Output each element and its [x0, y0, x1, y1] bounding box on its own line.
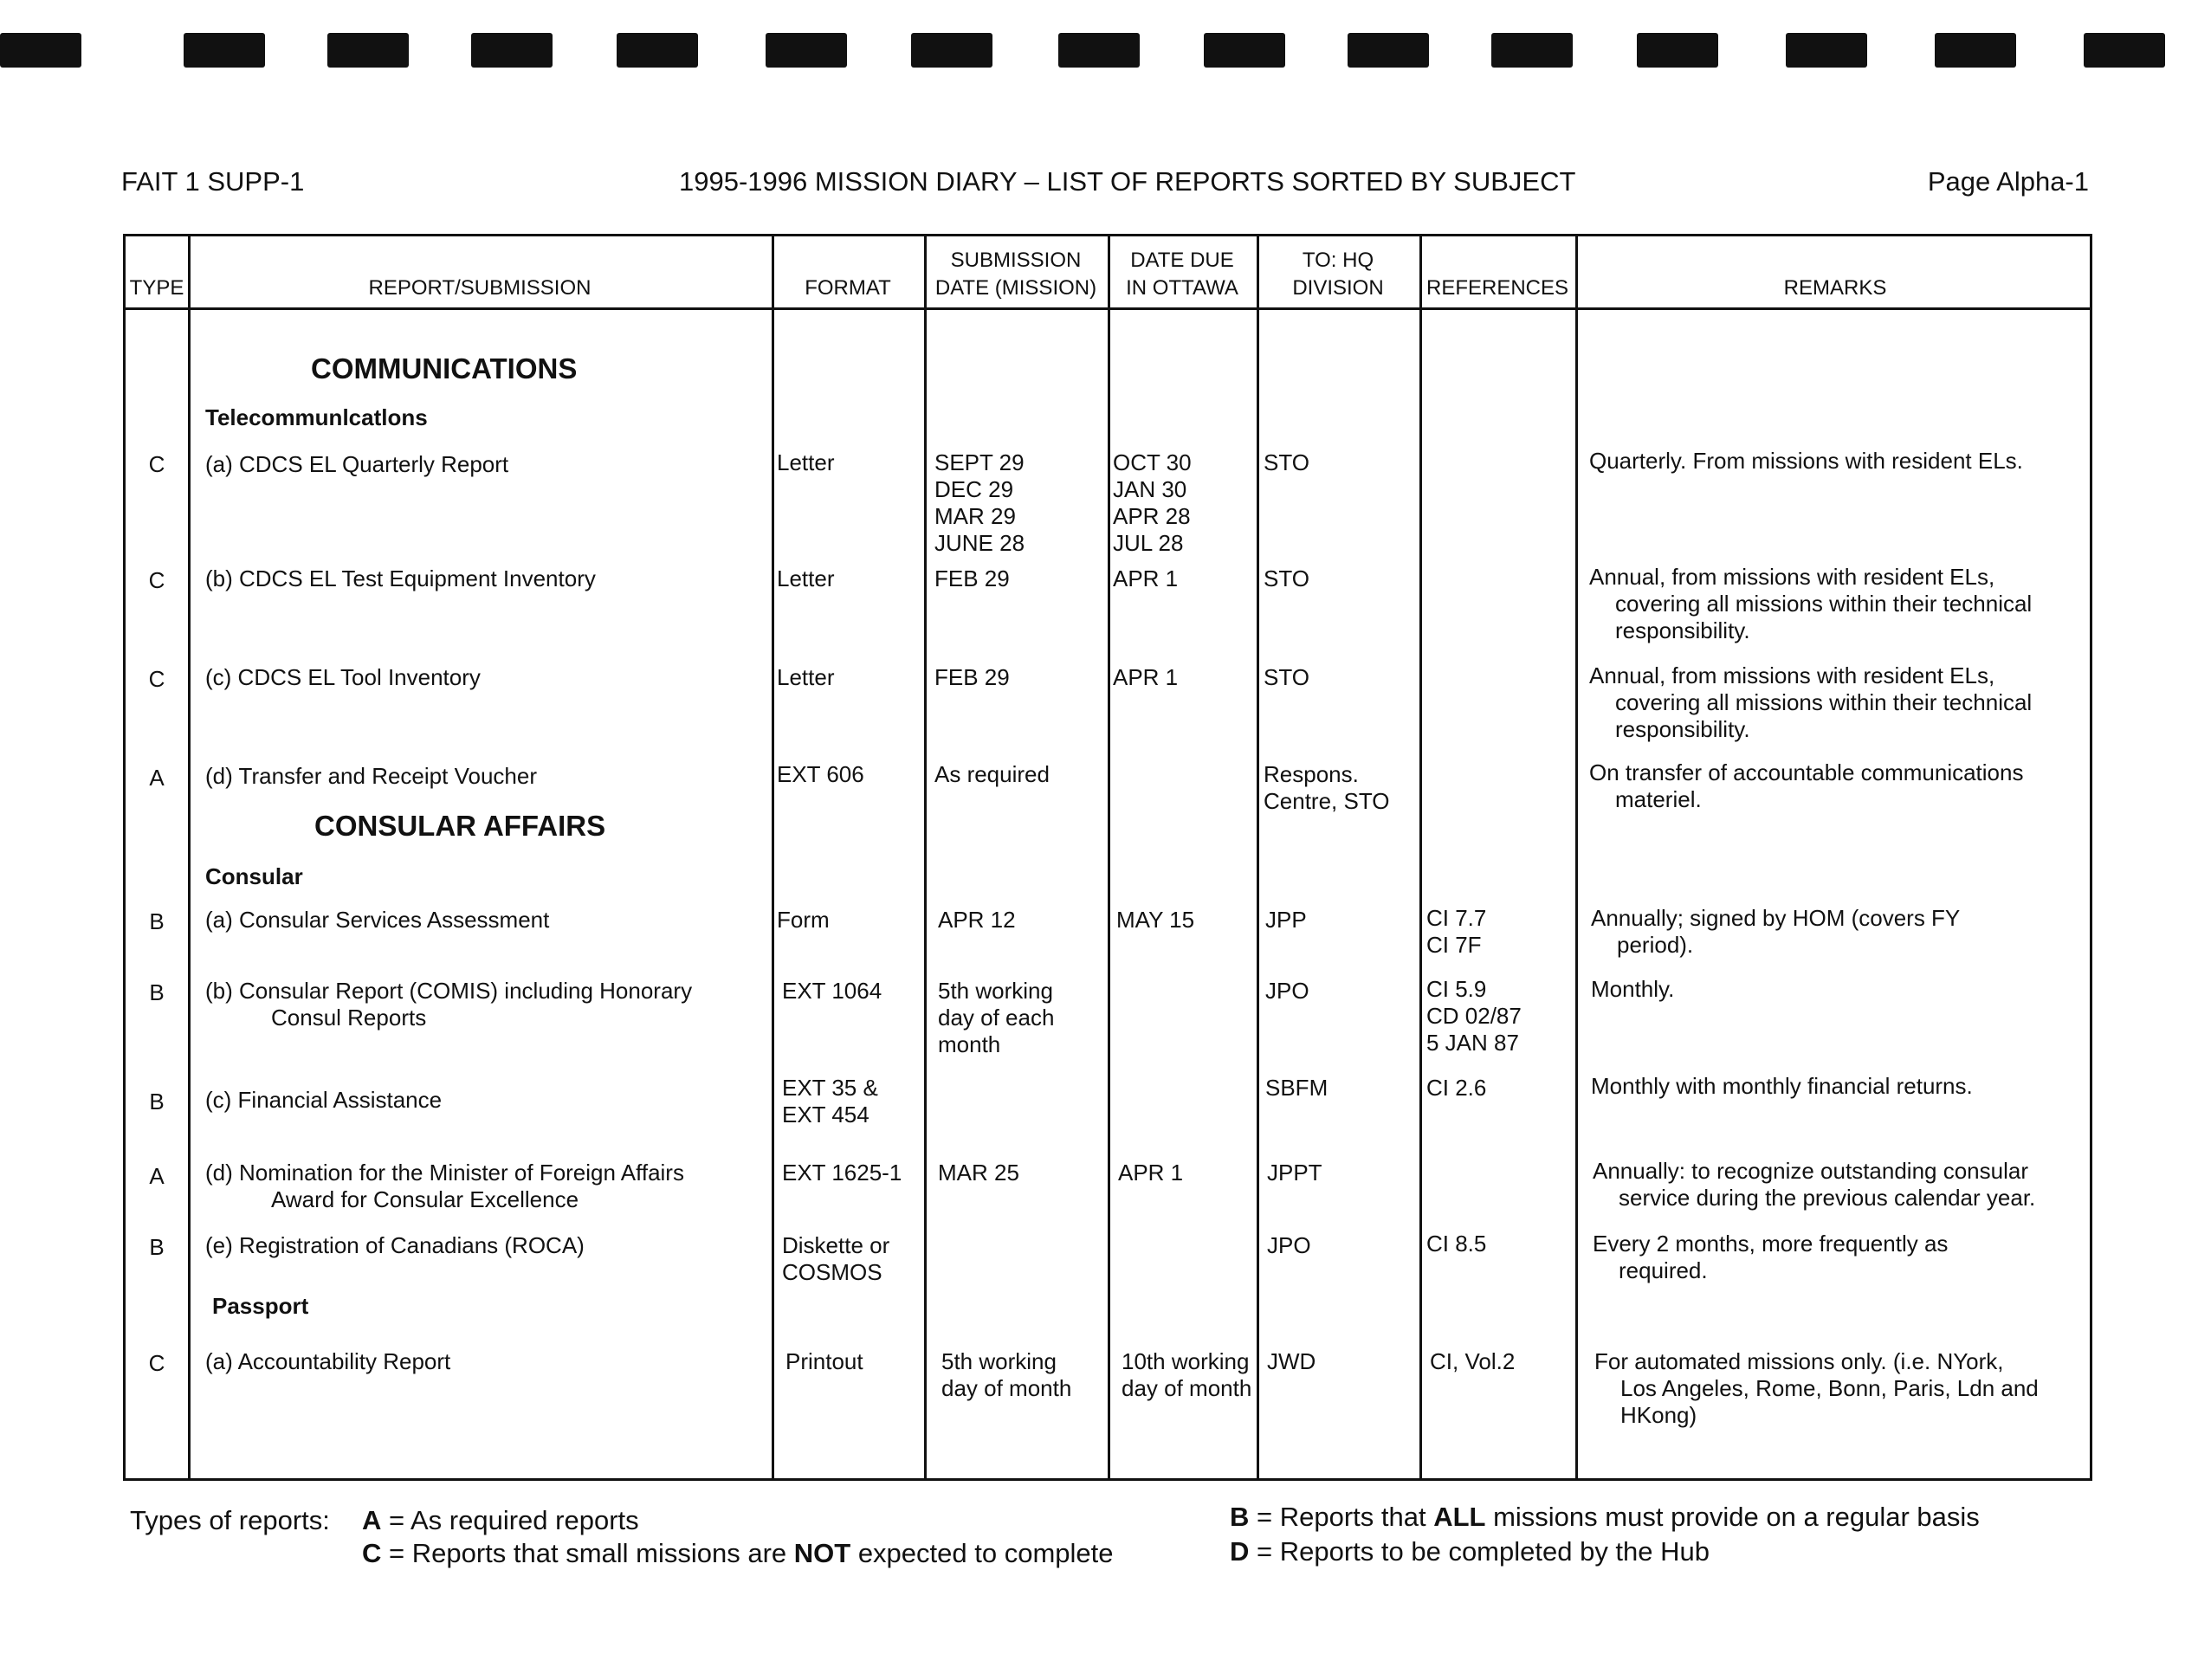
col-header-report: REPORT/SUBMISSION [368, 276, 592, 300]
report-name [205, 664, 481, 691]
legend-c-text-1: = Reports that small missions are [381, 1538, 794, 1568]
submission-date-cell: 5th working day of each month [938, 978, 1055, 1057]
legend-d-key: D [1230, 1536, 1250, 1567]
remarks-cell [1591, 976, 2102, 1003]
remarks-cont: covering all missions within their technical responsibility. [1615, 689, 2033, 742]
remarks-cell [1589, 759, 2100, 813]
header-divider [126, 307, 2090, 310]
hq-division-cell: STO [1264, 449, 1309, 475]
remarks-cell [1589, 662, 2100, 743]
report-name [205, 978, 692, 1031]
punch-hole [1637, 33, 1718, 68]
format-cell: Printout [785, 1348, 863, 1374]
legend-d-text: = Reports to be completed by the Hub [1249, 1536, 1710, 1567]
hq-division-cell: JPO [1265, 978, 1309, 1004]
remarks-cell [1591, 1073, 2102, 1100]
format-cell: EXT 606 [777, 761, 864, 787]
report-name-cont: Consul Reports [271, 1005, 427, 1031]
punch-hole [1786, 33, 1867, 68]
format-cell: EXT 1064 [782, 978, 882, 1004]
punch-hole [327, 33, 409, 68]
report-name [205, 565, 596, 592]
legend-a-key: A [362, 1505, 382, 1535]
remarks-cell [1594, 1348, 2105, 1429]
row-type: A [149, 765, 165, 791]
col-header-submission-line2: DATE (MISSION) [934, 276, 1097, 300]
submission-date-cell: FEB 29 [934, 565, 1010, 591]
subsection-heading: Consular [205, 863, 303, 889]
punch-hole [0, 33, 81, 68]
report-name-text: (a) Consular Services Assessment [205, 907, 550, 933]
column-divider [1419, 236, 1422, 1478]
page-number: Page Alpha-1 [1927, 166, 2089, 197]
remarks-cont: required. [1619, 1257, 1708, 1283]
hq-division-cell: STO [1264, 664, 1309, 690]
section-heading: COMMUNICATIONS [311, 352, 578, 384]
report-name-text: (d) Transfer and Receipt Voucher [205, 763, 537, 789]
references-cell: CI 2.6 [1426, 1075, 1487, 1101]
format-cell: Letter [777, 449, 835, 475]
report-name [205, 1232, 585, 1259]
row-type: C [148, 666, 165, 692]
punch-hole [1204, 33, 1285, 68]
legend-a [362, 1505, 639, 1536]
row-type: B [149, 1089, 165, 1115]
report-name [205, 763, 537, 790]
document-code: FAIT 1 SUPP-1 [121, 166, 305, 197]
punch-hole [617, 33, 698, 68]
column-divider [1257, 236, 1259, 1478]
punch-hole [1491, 33, 1573, 68]
format-cell: Letter [777, 565, 835, 591]
submission-date-cell: 5th working day of month [941, 1348, 1072, 1401]
col-header-remarks: REMARKS [1783, 276, 1887, 300]
punch-hole [911, 33, 992, 68]
row-type: C [148, 567, 165, 593]
report-name-text: (b) CDCS EL Test Equipment Inventory [205, 565, 596, 591]
report-name-text: (d) Nomination for the Minister of Foreign Affairs [205, 1160, 684, 1186]
report-name-text: (a) Accountability Report [205, 1348, 451, 1374]
column-divider [772, 236, 774, 1478]
due-date-cell: OCT 30 JAN 30 APR 28 JUL 28 [1113, 449, 1192, 556]
col-header-hq-line1: TO: HQ [1302, 249, 1374, 272]
row-type: B [149, 908, 165, 934]
remarks-cell [1589, 564, 2100, 644]
legend-b-key: B [1230, 1502, 1250, 1532]
hq-division-cell: JPPT [1267, 1160, 1322, 1186]
report-name [205, 1348, 450, 1375]
column-divider [1575, 236, 1578, 1478]
col-header-due-line2: IN OTTAWA [1126, 276, 1238, 300]
col-header-format: FORMAT [805, 276, 891, 300]
row-type: B [149, 1234, 165, 1260]
punch-hole [1348, 33, 1429, 68]
row-type: B [149, 979, 165, 1005]
remarks-line: Quarterly. From missions with resident ELs. [1589, 448, 2023, 474]
format-cell: Diskette or COSMOS [782, 1232, 890, 1285]
legend-d [1230, 1536, 1710, 1567]
hq-division-cell: JPO [1267, 1232, 1311, 1258]
report-name [205, 451, 508, 478]
submission-date-cell: APR 12 [938, 907, 1016, 933]
legend-c-key: C [362, 1538, 382, 1568]
remarks-cell [1593, 1231, 2104, 1284]
submission-date-cell: SEPT 29 DEC 29 MAR 29 JUNE 28 [934, 449, 1025, 556]
legend-b-text-1: = Reports that [1249, 1502, 1434, 1532]
punch-hole [1058, 33, 1140, 68]
references-cell: CI 5.9 CD 02/87 5 JAN 87 [1426, 976, 1522, 1056]
references-cell: CI 8.5 [1426, 1231, 1487, 1257]
punch-hole [471, 33, 553, 68]
format-cell: Form [777, 907, 830, 933]
hq-division-cell: JWD [1267, 1348, 1316, 1374]
col-header-due-line1: DATE DUE [1130, 249, 1234, 272]
submission-date-cell: As required [934, 761, 1050, 787]
report-name-text: (a) CDCS EL Quarterly Report [205, 451, 509, 477]
due-date-cell: APR 1 [1113, 664, 1179, 690]
remarks-cell [1589, 448, 2100, 475]
remarks-cont: Los Angeles, Rome, Bonn, Paris, Ldn and HKong) [1620, 1375, 2039, 1428]
legend-c [362, 1538, 1114, 1569]
legend-label: Types of reports: [130, 1505, 330, 1535]
references-cell: CI, Vol.2 [1430, 1348, 1516, 1374]
remarks-cont: covering all missions within their technical responsibility. [1615, 591, 2033, 643]
due-date-cell: APR 1 [1113, 565, 1179, 591]
submission-date-cell: FEB 29 [934, 664, 1010, 690]
section-heading: CONSULAR AFFAIRS [314, 810, 606, 842]
punch-hole [184, 33, 265, 68]
remarks-line: On transfer of accountable communications [1589, 759, 2024, 785]
column-divider [1108, 236, 1110, 1478]
punch-hole [766, 33, 847, 68]
row-type: C [148, 451, 165, 477]
col-header-submission [924, 247, 1108, 302]
remarks-line: Annually; signed by HOM (covers FY [1591, 905, 1961, 931]
remarks-line: Monthly. [1591, 976, 1675, 1002]
report-name-text: (b) Consular Report (COMIS) including Honorary [205, 978, 693, 1004]
report-name [205, 1087, 442, 1114]
punch-holes [0, 33, 2198, 68]
col-header-hq-line2: DIVISION [1292, 276, 1384, 300]
remarks-line: Monthly with monthly financial returns. [1591, 1073, 1973, 1099]
col-header-submission-line1: SUBMISSION [950, 249, 1082, 272]
remarks-cont: period). [1617, 932, 1694, 958]
legend-c-text-2: expected to complete [850, 1538, 1114, 1568]
format-cell: EXT 35 & EXT 454 [782, 1075, 878, 1128]
hq-division-cell: STO [1264, 565, 1309, 591]
hq-division-cell: Respons. Centre, STO [1264, 761, 1390, 814]
format-cell: Letter [777, 664, 835, 690]
col-header-due [1108, 247, 1257, 302]
punch-hole [1935, 33, 2016, 68]
row-type: A [149, 1163, 165, 1189]
hq-division-cell: JPP [1265, 907, 1307, 933]
reports-table [123, 234, 2092, 1481]
column-divider [188, 236, 191, 1478]
report-name-text: (c) Financial Assistance [205, 1087, 443, 1113]
report-name-text: (c) CDCS EL Tool Inventory [205, 664, 481, 690]
due-date-cell: APR 1 [1118, 1160, 1184, 1186]
legend-c-bold: NOT [793, 1538, 851, 1568]
due-date-cell: MAY 15 [1116, 907, 1195, 933]
references-cell: CI 7.7 CI 7F [1426, 905, 1487, 958]
remarks-cell [1591, 905, 2102, 959]
due-date-cell: 10th working day of month [1122, 1348, 1252, 1401]
remarks-line: For automated missions only. (i.e. NYork, [1594, 1348, 2004, 1374]
legend-b [1230, 1502, 1980, 1533]
col-header-type: TYPE [129, 276, 184, 300]
remarks-line: Annually: to recognize outstanding consular [1593, 1158, 2028, 1184]
format-cell: EXT 1625-1 [782, 1160, 902, 1186]
report-name [205, 1160, 684, 1213]
remarks-cont: materiel. [1615, 786, 1702, 812]
page-title: 1995-1996 MISSION DIARY – LIST OF REPORTS SORTED BY SUBJECT [679, 166, 1576, 197]
col-header-references: REFERENCES [1425, 276, 1569, 300]
col-header-hq [1257, 247, 1419, 302]
row-type: C [148, 1350, 165, 1376]
hq-division-cell: SBFM [1265, 1075, 1328, 1101]
report-name-text: (e) Registration of Canadians (ROCA) [205, 1232, 585, 1258]
report-name [205, 907, 549, 934]
remarks-cell [1593, 1158, 2104, 1212]
subsection-heading: Passport [212, 1293, 309, 1319]
punch-hole [2084, 33, 2165, 68]
legend-a-text: = As required reports [381, 1505, 639, 1535]
legend-b-text-2: missions must provide on a regular basis [1485, 1502, 1980, 1532]
remarks-line: Every 2 months, more frequently as [1593, 1231, 1949, 1257]
remarks-line: Annual, from missions with resident ELs, [1589, 564, 1995, 590]
report-name-cont: Award for Consular Excellence [271, 1186, 579, 1212]
submission-date-cell: MAR 25 [938, 1160, 1019, 1186]
column-divider [924, 236, 927, 1478]
subsection-heading: Telecommunlcatlons [205, 404, 428, 430]
legend-b-bold: ALL [1433, 1502, 1486, 1532]
remarks-cont: service during the previous calendar year. [1619, 1185, 2036, 1211]
remarks-line: Annual, from missions with resident ELs, [1589, 662, 1995, 688]
